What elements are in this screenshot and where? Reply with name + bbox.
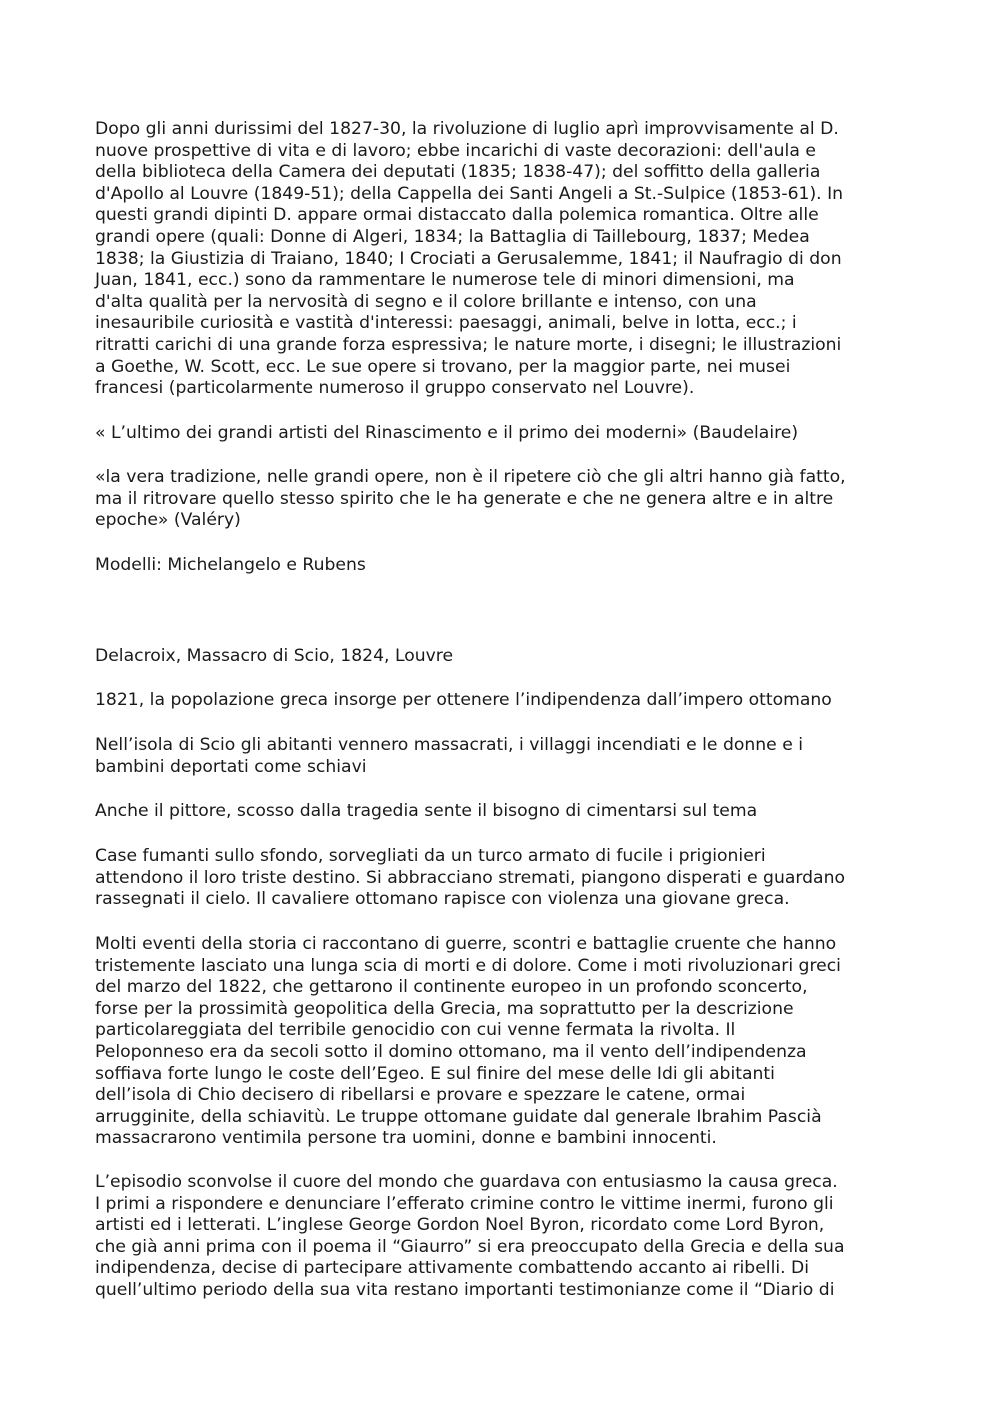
paragraph-historical-context	[95, 934, 910, 1150]
text-line: particolareggiata del terribile genocidio con cui venne fermata la rivolta. Il	[95, 1020, 736, 1041]
text-line: grandi opere (quali: Donne di Algeri, 1834; la Battaglia di Taillebourg, 1837; Medea	[95, 226, 810, 247]
text-line: «la vera tradizione, nelle grandi opere, non è il ripetere ciò che gli altri hanno già fatto,	[95, 467, 846, 487]
text-line: bambini deportati come schiavi	[95, 756, 367, 777]
text-line: ma il ritrovare quello stesso spirito che le ha generate e che ne genera altre e in altre	[95, 488, 834, 509]
text-line: arrugginite, della schiavitù. Le truppe ottomane guidate dal generale Ibrahim Pascià	[95, 1106, 822, 1127]
paragraph-models	[95, 555, 910, 577]
text-line: forse per la prossimità geopolitica della Grecia, ma soprattutto per la descrizione	[95, 998, 794, 1019]
text-line: tristemente lasciato una lunga scia di morti e di dolore. Come i moti rivoluzionari greci	[95, 955, 841, 976]
text-line: Modelli: Michelangelo e Rubens	[95, 555, 366, 575]
text-line: L’episodio sconvolse il cuore del mondo che guardava con entusiasmo la causa greca.	[95, 1172, 838, 1192]
paragraph-painting-description	[95, 846, 910, 911]
artwork-heading	[95, 646, 910, 668]
quote-valery	[95, 467, 910, 532]
text-line: Nell’isola di Scio gli abitanti vennero massacrati, i villaggi incendiati e le donne e i	[95, 735, 804, 755]
text-line: francesi (particolarmente numeroso il gruppo conservato nel Louvre).	[95, 378, 695, 399]
text-line: questi grandi dipinti D. appare ormai distaccato dalla polemica romantica. Oltre alle	[95, 205, 819, 226]
text-line: del marzo del 1822, che gettarono il continente europeo in un profondo sconcerto,	[95, 977, 808, 998]
text-line: quell’ultimo periodo della sua vita restano importanti testimonianze come il “Diario di	[95, 1279, 835, 1300]
text-line: ritratti carichi di una grande forza espressiva; le nature morte, i disegni; le illustrazioni	[95, 334, 842, 355]
paragraph-painter-response	[95, 801, 910, 823]
text-line: Molti eventi della storia ci raccontano di guerre, scontri e battaglie cruente che hanno	[95, 934, 837, 954]
text-line: indipendenza, decise di partecipare attivamente combattendo accanto ai ribelli. Di	[95, 1258, 810, 1279]
text-line: Delacroix, Massacro di Scio, 1824, Louvre	[95, 646, 454, 666]
text-line: epoche» (Valéry)	[95, 510, 241, 531]
text-line: Peloponneso era da secoli sotto il domino ottomano, ma il vento dell’indipendenza	[95, 1041, 807, 1062]
text-line: « L’ultimo dei grandi artisti del Rinascimento e il primo dei moderni» (Baudelaire)	[95, 423, 799, 443]
text-line: 1821, la popolazione greca insorge per ottenere l’indipendenza dall’impero ottomano	[95, 690, 832, 710]
text-line: d'alta qualità per la nervosità di segno e il colore brillante e intenso, con una	[95, 291, 757, 312]
text-line: rassegnati il cielo. Il cavaliere ottomano rapisce con violenza una giovane greca.	[95, 889, 790, 910]
paragraph-greek-uprising	[95, 690, 910, 712]
text-line: Dopo gli anni durissimi del 1827-30, la rivoluzione di luglio aprì improvvisamente al D.	[95, 119, 839, 139]
text-line: artisti ed i letterati. L’inglese George Gordon Noel Byron, ricordato come Lord Byron,	[95, 1215, 825, 1236]
paragraph-scio-massacre	[95, 735, 910, 778]
text-line: dell’isola di Chio decisero di ribellarsi e provare e spezzare le catene, ormai	[95, 1085, 746, 1106]
text-line: Anche il pittore, scosso dalla tragedia sente il bisogno di cimentarsi sul tema	[95, 801, 758, 821]
text-line: attendono il loro triste destino. Si abbracciano stremati, piangono disperati e guardano	[95, 867, 845, 888]
paragraph-byron-response	[95, 1172, 910, 1302]
text-line: che già anni prima con il poema il “Giaurro” si era preoccupato della Grecia e della sua	[95, 1236, 845, 1257]
text-line: Juan, 1841, ecc.) sono da rammentare le numerose tele di minori dimensioni, ma	[95, 270, 795, 291]
text-line: soffiava forte lungo le coste dell’Egeo. E sul finire del mese delle Idi gli abitanti	[95, 1063, 775, 1084]
text-line: a Goethe, W. Scott, ecc. Le sue opere si trovano, per la maggior parte, nei musei	[95, 356, 791, 377]
paragraph-delacroix-career	[95, 119, 910, 400]
quote-baudelaire	[95, 423, 910, 445]
text-line: massacrarono ventimila persone tra uomini, donne e bambini innocenti.	[95, 1128, 717, 1149]
text-line: d'Apollo al Louvre (1849-51); della Cappella dei Santi Angeli a St.-Sulpice (1853-61). In	[95, 183, 844, 204]
text-line: 1838; la Giustizia di Traiano, 1840; I Crociati a Gerusalemme, 1841; il Naufragio di don	[95, 248, 842, 269]
text-line: I primi a rispondere e denunciare l’efferato crimine contro le vittime inermi, furono gli	[95, 1193, 834, 1214]
text-line: inesauribile curiosità e vastità d'interessi: paesaggi, animali, belve in lotta, ecc.; i	[95, 313, 797, 334]
text-line: della biblioteca della Camera dei deputati (1835; 1838-47); del soffitto della galleria	[95, 162, 821, 183]
text-line: nuove prospettive di vita e di lavoro; ebbe incarichi di vaste decorazioni: dell'aula e	[95, 140, 816, 161]
text-line: Case fumanti sullo sfondo, sorvegliati da un turco armato di fucile i prigionieri	[95, 846, 766, 866]
